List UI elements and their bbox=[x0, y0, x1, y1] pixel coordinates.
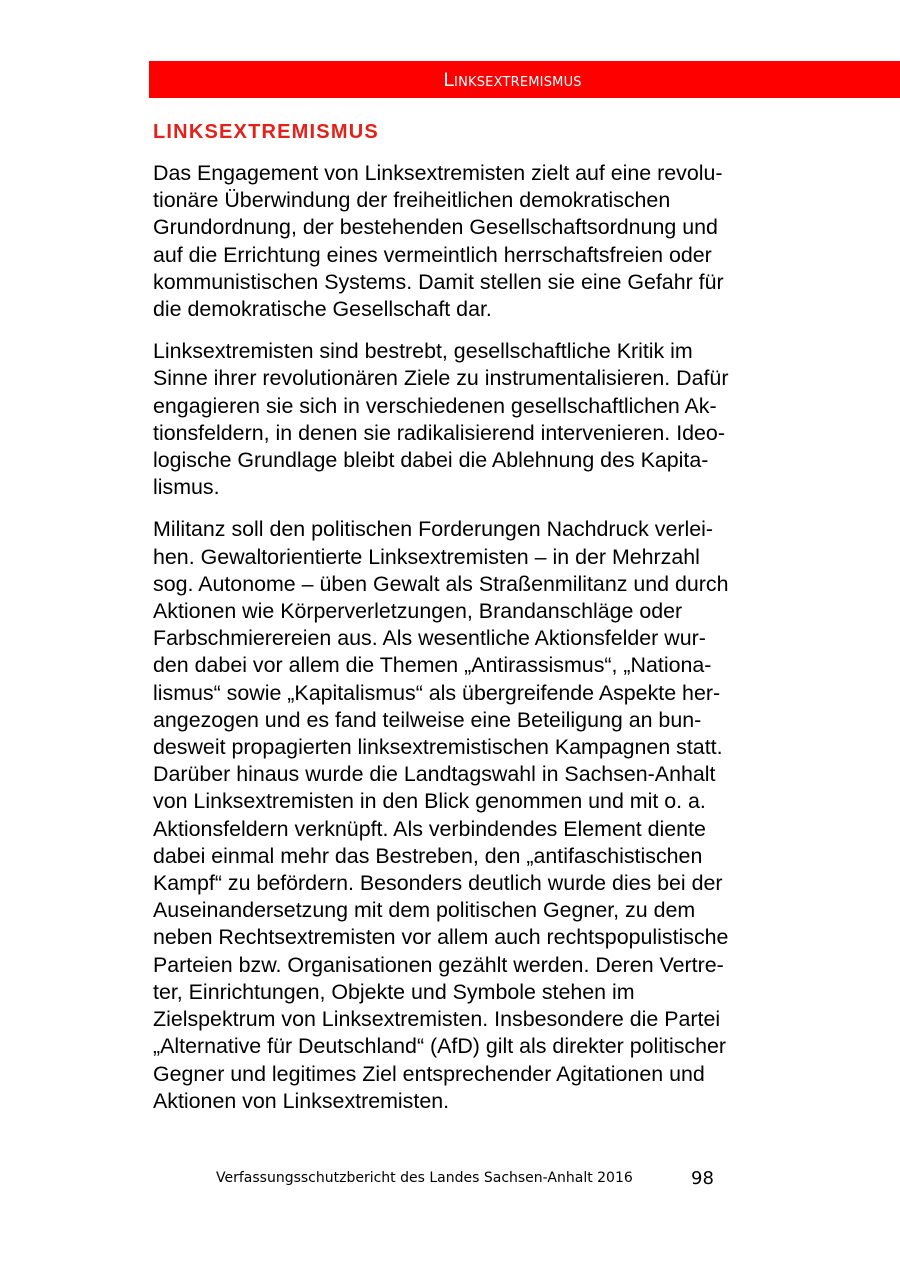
text-line: logische Grundlage bleibt dabei die Ablehnung des Kapita- bbox=[153, 448, 709, 473]
running-header-bar bbox=[149, 61, 900, 98]
text-line: sog. Autonome – üben Gewalt als Straßenmilitanz und durch bbox=[153, 571, 729, 596]
footer-publication: Verfassungsschutzbericht des Landes Sachsen-Anhalt 2016 bbox=[216, 1170, 633, 1186]
text-line: desweit propagierten linksextremistischen Kampagnen statt. bbox=[153, 735, 723, 760]
text-line: hen. Gewaltorientierte Linksextremisten – in der Mehrzahl bbox=[153, 544, 700, 569]
text-line: den dabei vor allem die Themen „Antirassismus“, „Nationa- bbox=[153, 653, 712, 678]
text-line: tionäre Überwindung der freiheitlichen demokratischen bbox=[153, 188, 671, 213]
text-line: Gegner und legitimes Ziel entsprechender Agitationen und bbox=[153, 1061, 705, 1086]
text-line: Parteien bzw. Organisationen gezählt werden. Deren Vertre- bbox=[153, 952, 724, 977]
text-line: Das Engagement von Linksextremisten zielt auf eine revolu- bbox=[153, 161, 723, 185]
text-line: Grundordnung, der bestehenden Gesellschaftsordnung und bbox=[153, 215, 718, 240]
text-line: Kampf“ zu befördern. Besonders deutlich wurde dies bei der bbox=[153, 871, 723, 896]
text-line: lismus“ sowie „Kapitalismus“ als übergreifende Aspekte her- bbox=[153, 680, 721, 705]
page-number: 98 bbox=[691, 1168, 714, 1189]
text-line: Aktionen wie Körperverletzungen, Brandanschläge oder bbox=[153, 599, 683, 624]
text-line: Militanz soll den politischen Forderungen Nachdruck verlei- bbox=[153, 517, 713, 542]
text-line: Aktionen von Linksextremisten. bbox=[153, 1088, 450, 1113]
text-line: angezogen und es fand teilweise eine Beteiligung an bun- bbox=[153, 707, 702, 732]
text-line: lismus. bbox=[153, 475, 220, 500]
section-title: LINKSEXTREMISMUS bbox=[153, 121, 379, 143]
text-line: kommunistischen Systems. Damit stellen sie eine Gefahr für bbox=[153, 269, 724, 294]
paragraph-intro bbox=[153, 160, 793, 323]
text-line: Farbschmierereien aus. Als wesentliche Aktionsfelder wur- bbox=[153, 626, 706, 651]
text-line: die demokratische Gesellschaft dar. bbox=[153, 297, 492, 322]
paragraph-militancy bbox=[153, 516, 793, 1114]
text-line: Sinne ihrer revolutionären Ziele zu instrumentalisieren. Dafür bbox=[153, 366, 729, 391]
text-line: Linksextremisten sind bestrebt, gesellschaftliche Kritik im bbox=[153, 339, 693, 364]
text-line: ter, Einrichtungen, Objekte und Symbole stehen im bbox=[153, 979, 635, 1004]
text-line: Darüber hinaus wurde die Landtagswahl in Sachsen-Anhalt bbox=[153, 762, 716, 787]
text-line: neben Rechtsextremisten vor allem auch rechtspopulistische bbox=[153, 925, 729, 950]
paragraph-critique bbox=[153, 338, 793, 501]
text-line: engagieren sie sich in verschiedenen gesellschaftlichen Ak- bbox=[153, 393, 717, 418]
running-header-title: Linksextremismus bbox=[443, 68, 582, 91]
text-line: tionsfeldern, in denen sie radikalisierend intervenieren. Ideo- bbox=[153, 420, 725, 445]
text-line: Zielspektrum von Linksextremisten. Insbesondere die Partei bbox=[153, 1007, 721, 1032]
text-line: Auseinandersetzung mit dem politischen Gegner, zu dem bbox=[153, 898, 696, 923]
text-line: von Linksextremisten in den Blick genommen und mit o. a. bbox=[153, 789, 706, 814]
text-line: Aktionsfeldern verknüpft. Als verbindendes Element diente bbox=[153, 816, 706, 841]
body-text bbox=[153, 160, 793, 1130]
text-line: dabei einmal mehr das Bestreben, den „antifaschistischen bbox=[153, 843, 703, 868]
text-line: „Alternative für Deutschland“ (AfD) gilt als direkter politischer bbox=[153, 1034, 727, 1059]
text-line: auf die Errichtung eines vermeintlich herrschaftsfreien oder bbox=[153, 242, 712, 267]
